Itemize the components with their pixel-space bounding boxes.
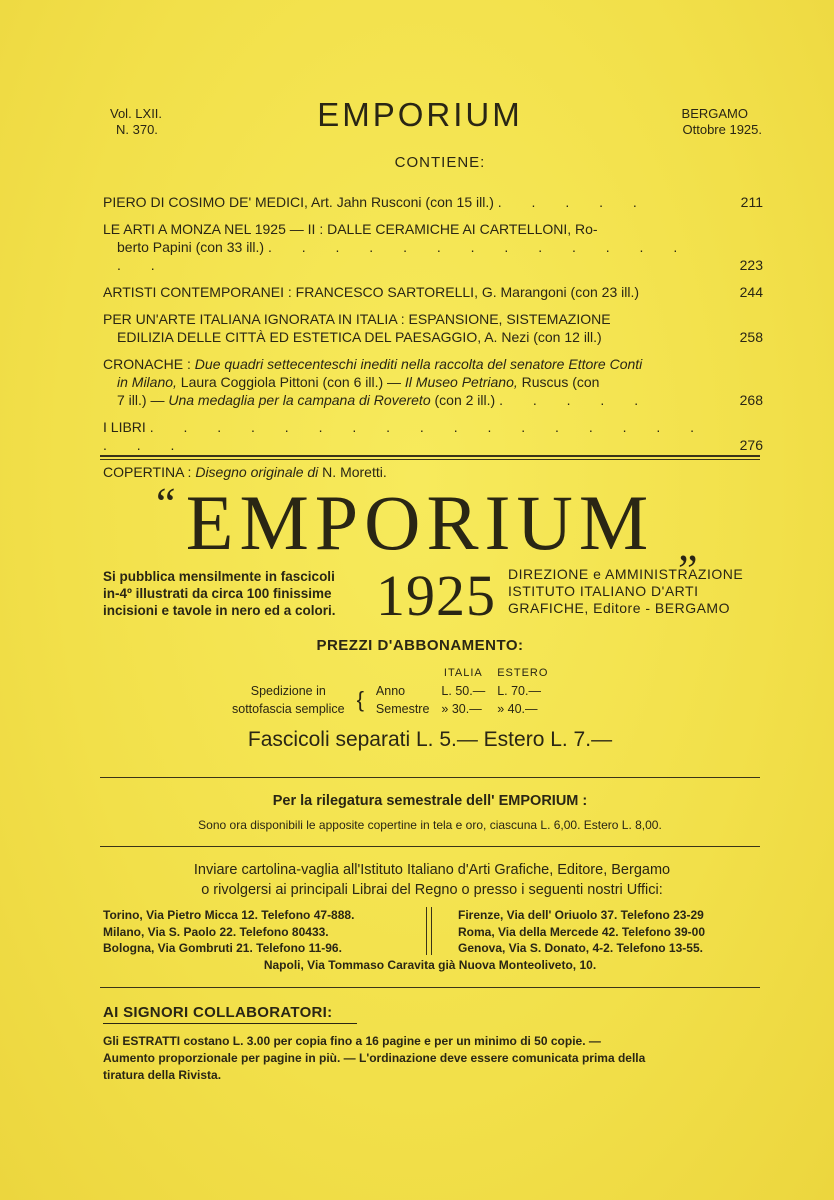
toc-text: Ruscus (con bbox=[517, 374, 600, 390]
binding-heading: Per la rilegatura semestrale dell' EMPORIUM : bbox=[272, 793, 588, 809]
toc-text: N. Moretti. bbox=[318, 464, 387, 480]
col-header-estero: ESTERO bbox=[497, 667, 549, 679]
publication-line: Si pubblica mensilmente in fascicoli bbox=[103, 569, 335, 584]
toc-page: 258 bbox=[739, 329, 763, 345]
toc-page: 244 bbox=[739, 284, 763, 300]
toc-label: CRONACHE : bbox=[103, 356, 195, 372]
toc-title: I LIBRI bbox=[103, 419, 146, 435]
big-title: EMPORIUM bbox=[185, 479, 655, 566]
divider bbox=[100, 846, 760, 847]
publisher-line: ISTITUTO ITALIANO D'ARTI bbox=[508, 583, 699, 599]
period-year: Anno bbox=[375, 684, 406, 698]
toc-page: 223 bbox=[739, 257, 763, 273]
divider bbox=[100, 455, 760, 457]
toc-leader: . . . . . bbox=[499, 392, 652, 408]
publication-line: in-4º illustrati da circa 100 finissime bbox=[103, 586, 332, 601]
close-quote: „ bbox=[678, 521, 698, 570]
divider bbox=[100, 459, 760, 460]
toc-title: LE ARTI A MONZA NEL 1925 — II : DALLE CERAMICHE AI CARTELLONI, Ro- bbox=[103, 221, 598, 237]
brace: { bbox=[356, 687, 364, 712]
office-address: Firenze, Via dell' Oriuolo 37. Telefono 23-29 bbox=[458, 908, 704, 922]
shipping-label: sottofascia semplice bbox=[232, 702, 345, 716]
collaborators-text bbox=[103, 1033, 763, 1084]
office-address: Torino, Via Pietro Micca 12. Telefono 47-888. bbox=[103, 908, 355, 922]
toc-title: ARTISTI CONTEMPORANEI : FRANCESCO SARTORELLI, G. Marangoni (con 23 ill.) bbox=[103, 284, 640, 300]
volume-info bbox=[110, 106, 162, 138]
city: BERGAMO bbox=[681, 106, 748, 121]
divider bbox=[100, 777, 760, 778]
prices-heading: PREZZI D'ABBONAMENTO: bbox=[316, 637, 524, 654]
collaborators-line: Gli ESTRATTI costano L. 3.00 per copia fino a 16 pagine e per un minimo di 50 copie. — bbox=[103, 1034, 601, 1048]
office-address-napoli: Napoli, Via Tommaso Caravita già Nuova Monteoliveto, 10. bbox=[263, 958, 597, 972]
office-address: Roma, Via della Mercede 42. Telefono 39-00 bbox=[458, 924, 705, 939]
masthead-title: EMPORIUM bbox=[317, 96, 523, 133]
offices-list-left bbox=[103, 907, 418, 957]
order-line: Inviare cartolina-vaglia all'Istituto Italiano d'Arti Grafiche, Editore, Bergamo bbox=[193, 862, 671, 878]
price-italia-year: L. 50.— bbox=[441, 684, 486, 698]
toc-page: 276 bbox=[739, 437, 763, 453]
toc-italic: in Milano, bbox=[117, 374, 177, 390]
toc-text: (con 2 ill.) bbox=[430, 392, 496, 408]
volume-label: Vol. LXII. bbox=[110, 106, 163, 121]
price-italia-semester: » 30.— bbox=[441, 702, 482, 716]
toc-page: 268 bbox=[739, 392, 763, 408]
issue-number: N. 370. bbox=[116, 122, 158, 137]
collaborators-line: Aumento proporzionale per pagine in più. — L'ordinazione deve essere comunicata prima della bbox=[103, 1051, 646, 1065]
toc-entry bbox=[103, 283, 763, 301]
office-address: Milano, Via S. Paolo 22. Telefono 80433. bbox=[103, 924, 329, 939]
contents-heading: CONTIENE: bbox=[394, 154, 486, 171]
office-address: Bologna, Via Gombruti 21. Telefono 11-96. bbox=[103, 941, 342, 955]
column-separator bbox=[426, 907, 432, 955]
office-address: Genova, Via S. Donato, 4-2. Telefono 13-55. bbox=[458, 941, 703, 955]
open-quote: “ bbox=[156, 479, 176, 528]
publisher-line: DIREZIONE e AMMINISTRAZIONE bbox=[508, 566, 744, 582]
toc-italic: Disegno originale di bbox=[195, 464, 319, 480]
collaborators-heading: AI SIGNORI COLLABORATORI: bbox=[103, 1004, 333, 1021]
issue-date: Ottobre 1925. bbox=[682, 122, 762, 137]
price-table bbox=[226, 664, 554, 718]
single-issue-price: Fascicoli separati L. 5.— Estero L. 7.— bbox=[247, 728, 613, 751]
col-header-italia: ITALIA bbox=[443, 667, 483, 679]
publication-info bbox=[103, 568, 363, 619]
publication-line: incisioni e tavole in nero ed a colori. bbox=[103, 603, 336, 618]
toc-leader: . . . . . bbox=[497, 194, 650, 210]
toc-label: COPERTINA : bbox=[103, 464, 196, 480]
publisher-info bbox=[508, 566, 768, 617]
price-estero-year: L. 70.— bbox=[497, 684, 541, 698]
toc-entry bbox=[103, 310, 763, 346]
shipping-label: Spedizione in bbox=[250, 684, 326, 698]
toc-entry bbox=[103, 193, 763, 211]
toc-leader: . . . . . . . . . . . . . . . . . . . . bbox=[103, 419, 708, 453]
toc-title-cont: berto Papini (con 33 ill.) bbox=[117, 239, 265, 255]
offices-list-right bbox=[458, 907, 768, 957]
toc-italic: Una medaglia per la campana di Rovereto bbox=[168, 392, 431, 408]
toc-entry bbox=[103, 220, 763, 274]
toc-text: 7 ill.) — bbox=[117, 392, 169, 408]
table-of-contents bbox=[103, 193, 763, 490]
toc-title: PIERO DI COSIMO DE' MEDICI, Art. Jahn Rusconi (con 15 ill.) bbox=[103, 194, 494, 210]
year: 1925 bbox=[376, 563, 496, 628]
price-estero-semester: » 40.— bbox=[497, 702, 538, 716]
place-date bbox=[652, 106, 762, 138]
toc-entry bbox=[103, 355, 763, 409]
order-instructions bbox=[100, 860, 764, 900]
toc-italic: Il Museo Petriano, bbox=[404, 374, 518, 390]
toc-italic: Due quadri settecenteschi inediti nella raccolta del senatore Ettore Conti bbox=[194, 356, 643, 372]
toc-leader: . . . . . . . . . . . . . . . bbox=[117, 239, 691, 273]
toc-title-cont: EDILIZIA DELLE CITTÀ ED ESTETICA DEL PAESAGGIO, A. Nezi (con 12 ill.) bbox=[117, 329, 602, 345]
toc-page: 211 bbox=[740, 194, 763, 210]
publisher-line: GRAFICHE, Editore - BERGAMO bbox=[508, 600, 730, 616]
order-line: o rivolgersi ai principali Librai del Regno o presso i seguenti nostri Uffici: bbox=[201, 882, 663, 898]
collaborators-line: tiratura della Rivista. bbox=[103, 1068, 222, 1082]
binding-text: Sono ora disponibili le apposite copertine in tela e oro, ciascuna L. 6,00. Estero L. 8,00. bbox=[198, 818, 662, 832]
toc-text: Laura Coggiola Pittoni (con 6 ill.) — bbox=[176, 374, 405, 390]
toc-title: PER UN'ARTE ITALIANA IGNORATA IN ITALIA : ESPANSIONE, SISTEMAZIONE bbox=[103, 311, 611, 327]
period-semester: Semestre bbox=[375, 702, 430, 716]
heading-underline bbox=[103, 1023, 357, 1024]
divider bbox=[100, 987, 760, 988]
toc-entry bbox=[103, 418, 763, 454]
